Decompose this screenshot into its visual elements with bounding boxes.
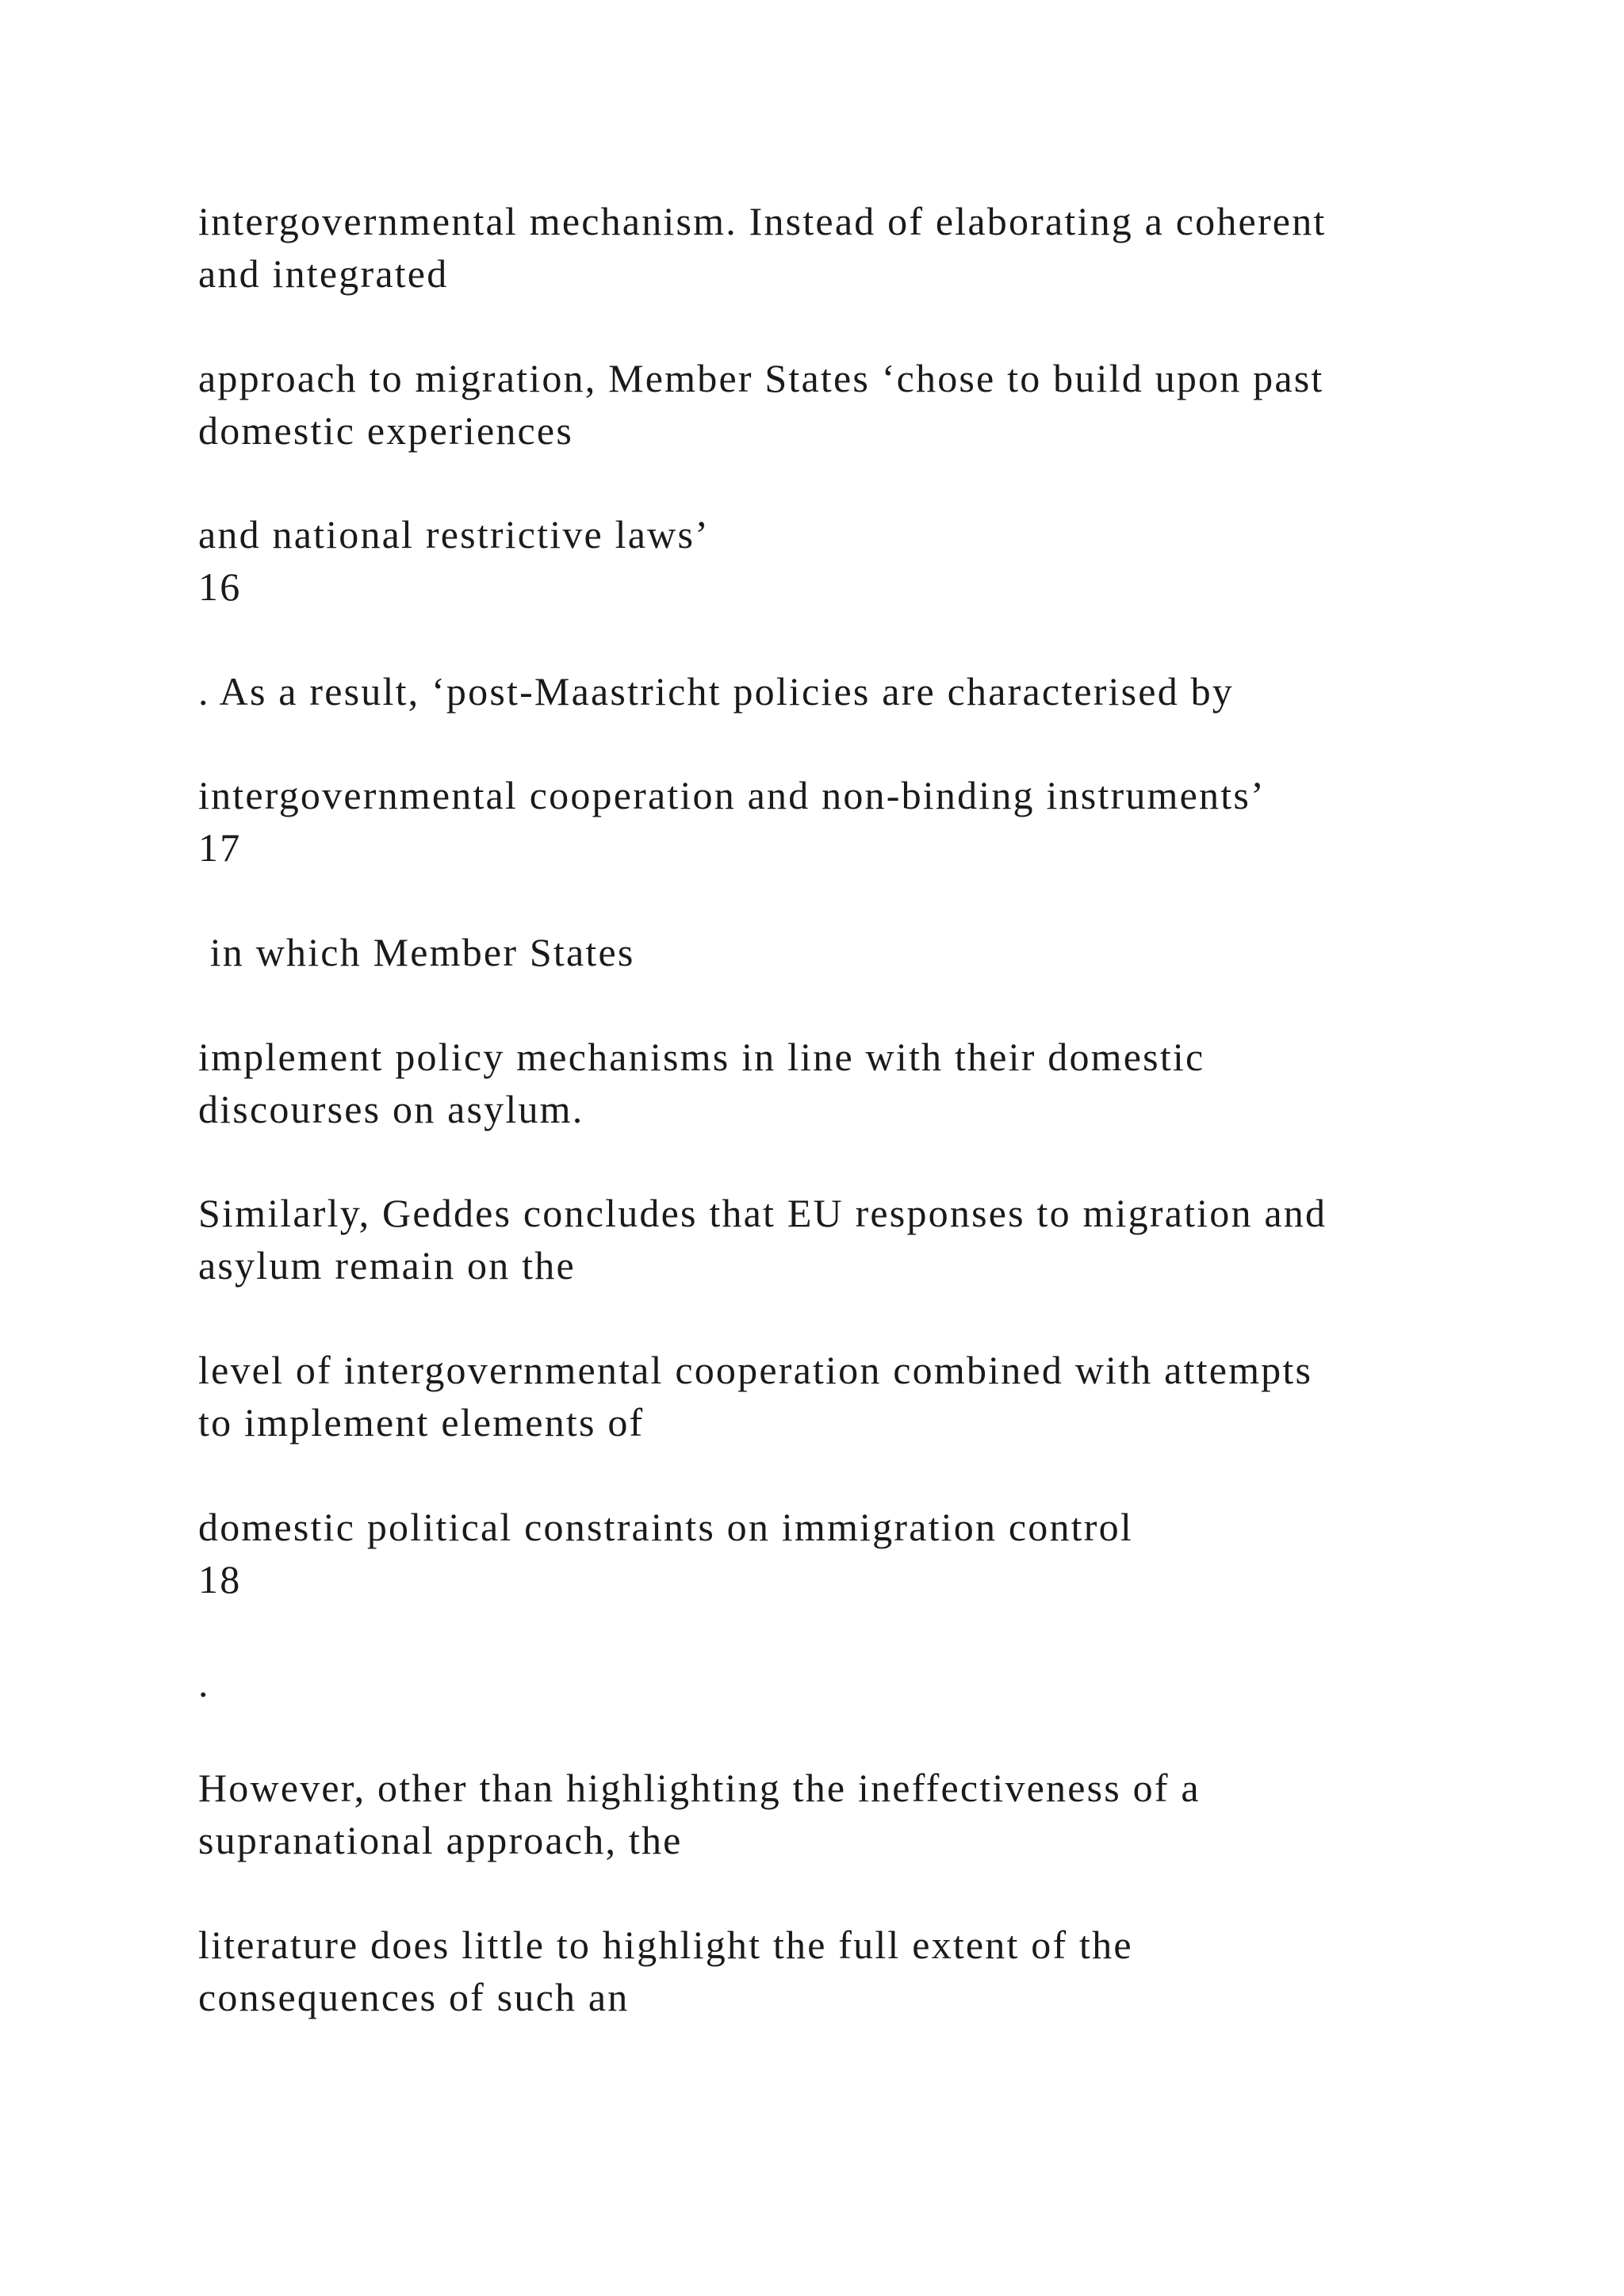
text-line: in which Member States (198, 930, 635, 974)
text-line: discourses on asylum. (198, 1087, 584, 1131)
text-line: intergovernmental mechanism. Instead of elaborating a coherent (198, 199, 1327, 243)
text-line: intergovernmental cooperation and non-binding instruments’ (198, 773, 1266, 817)
text-line: supranational approach, the (198, 1818, 683, 1862)
text-line: asylum remain on the (198, 1243, 576, 1288)
text-line: Similarly, Geddes concludes that EU responses to migration and (198, 1191, 1327, 1235)
text-line: domestic experiences (198, 408, 573, 453)
footnote-reference: 16 (198, 564, 242, 609)
text-line: consequences of such an (198, 1975, 630, 2019)
text-line: implement policy mechanisms in line with their domestic (198, 1035, 1205, 1079)
text-line: . (198, 1661, 210, 1705)
text-line: level of intergovernmental cooperation combined with attempts (198, 1348, 1313, 1392)
text-line: However, other than highlighting the ineffectiveness of a (198, 1766, 1201, 1810)
text-line: and integrated (198, 251, 449, 296)
text-line: domestic political constraints on immigration control (198, 1505, 1133, 1549)
text-line: and national restrictive laws’ (198, 512, 710, 557)
footnote-reference: 18 (198, 1557, 242, 1601)
text-line: approach to migration, Member States ‘chose to build upon past (198, 356, 1324, 400)
footnote-reference: 17 (198, 825, 242, 870)
text-line: . As a result, ‘post-Maastricht policies are characterised by (198, 669, 1235, 714)
text-line: literature does little to highlight the full extent of the (198, 1923, 1133, 1967)
text-line: to implement elements of (198, 1400, 645, 1445)
